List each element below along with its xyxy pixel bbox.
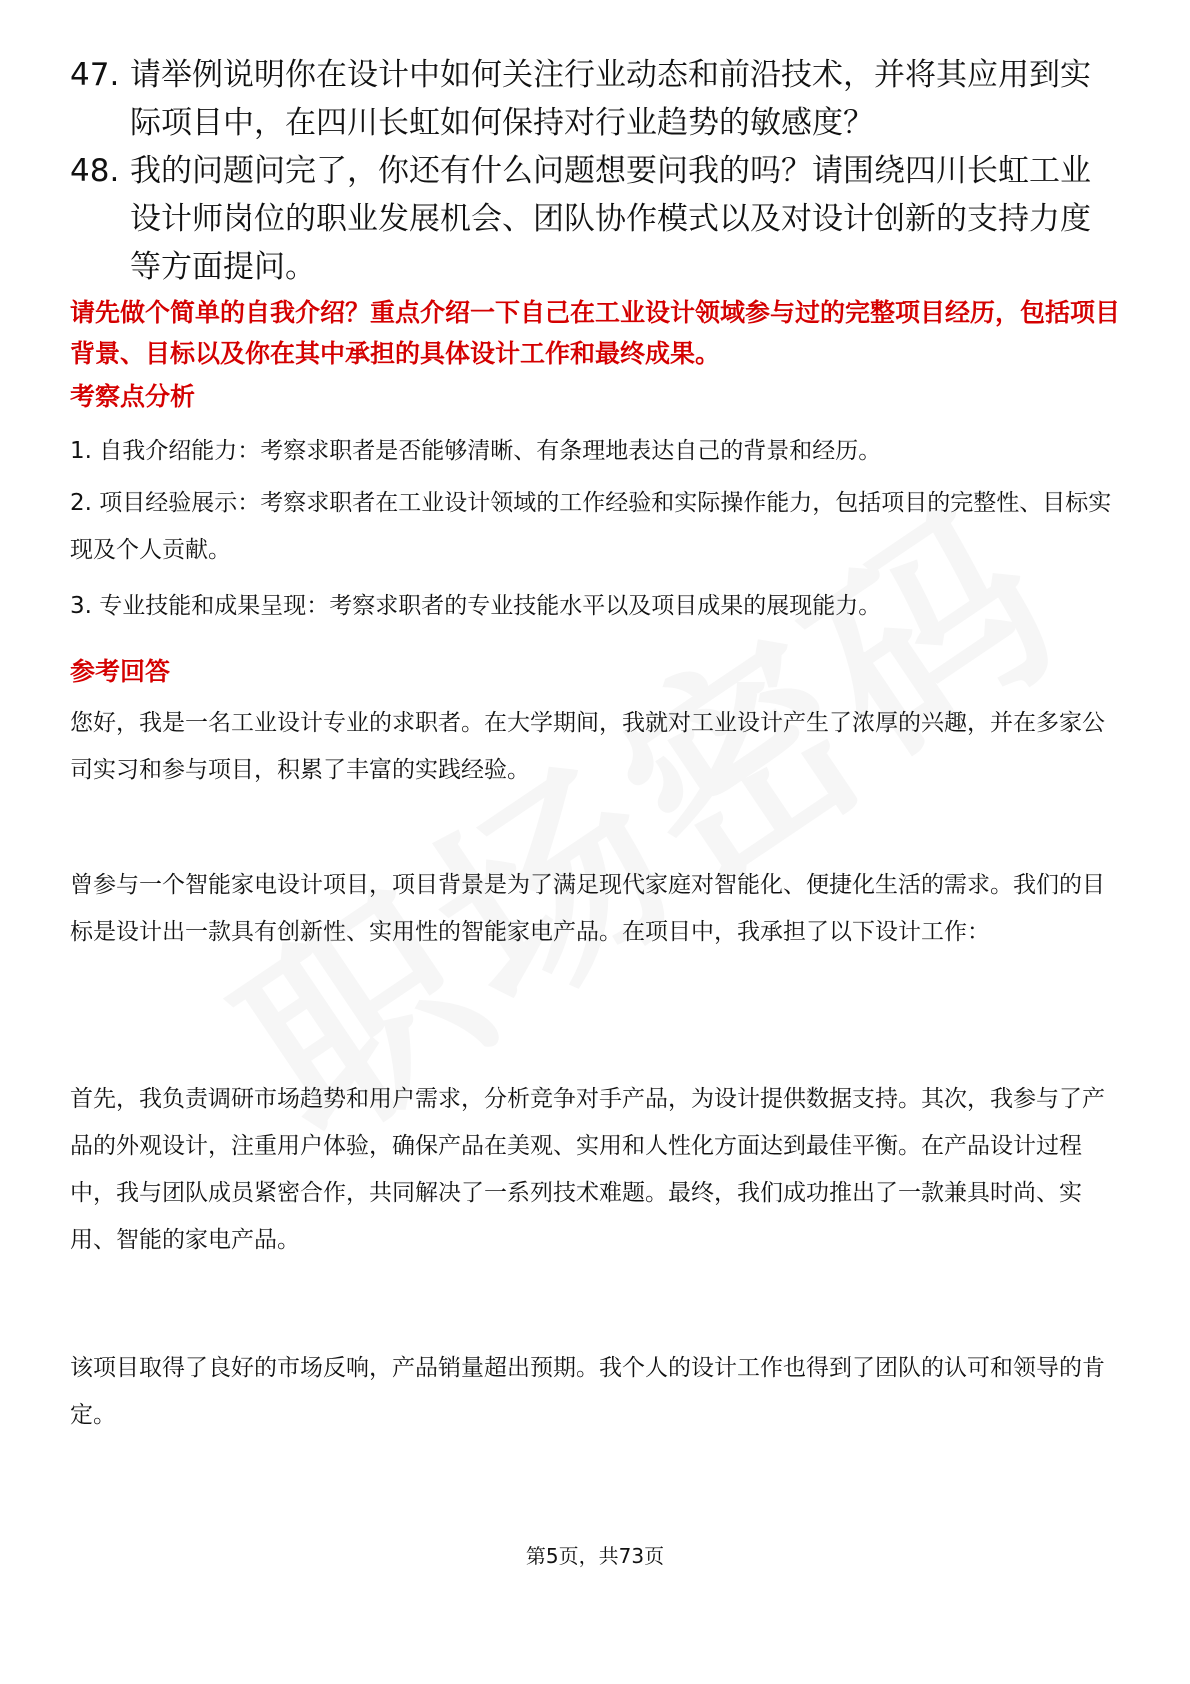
answer-heading: 参考回答 [70,657,171,686]
page-footer: 第5页，共73页 [525,1544,665,1568]
question-text: 请举例说明你在设计中如何关注行业动态和前沿技术，并将其应用到实际项目中，在四川长虹如何保持对行业趋势的敏感度？ [130,57,1091,141]
analysis-item: 2. 项目经验展示：考察求职者在工业设计领域的工作经验和实际操作能力，包括项目的完整性、目标实现及个人贡献。 [70,490,1112,563]
question-48 [70,147,1110,291]
answer-paragraph: 首先，我负责调研市场趋势和用户需求，分析竞争对手产品，为设计提供数据支持。其次，我参与了产品的外观设计，注重用户体验，确保产品在美观、实用和人性化方面达到最佳平衡。在产品设计过程中，我与团队成员紧密合作，共同解决了一系列技术难题。最终，我们成功推出了一款兼具时尚、实用、智能的家电产品。 [70,1086,1105,1253]
question-47 [70,51,1110,147]
highlight-question: 请先做个简单的自我介绍？重点介绍一下自己在工业设计领域参与过的完整项目经历，包括项目背景、目标以及你在其中承担的具体设计工作和最终成果。 [70,298,1121,368]
analysis-item: 1. 自我介绍能力：考察求职者是否能够清晰、有条理地表达自己的背景和经历。 [70,438,882,464]
answer-paragraph: 曾参与一个智能家电设计项目，项目背景是为了满足现代家庭对智能化、便捷化生活的需求。我们的目标是设计出一款具有创新性、实用性的智能家电产品。在项目中，我承担了以下设计工作： [70,872,1105,945]
answer-paragraph: 该项目取得了良好的市场反响，产品销量超出预期。我个人的设计工作也得到了团队的认可和领导的肯定。 [70,1355,1105,1428]
question-number: 47. [70,57,120,93]
analysis-item: 3. 专业技能和成果呈现：考察求职者的专业技能水平以及项目成果的展现能力。 [70,593,882,619]
question-text: 我的问题问完了，你还有什么问题想要问我的吗？请围绕四川长虹工业设计师岗位的职业发展机会、团队协作模式以及对设计创新的支持力度等方面提问。 [130,153,1091,285]
answer-paragraph: 您好，我是一名工业设计专业的求职者。在大学期间，我就对工业设计产生了浓厚的兴趣，并在多家公司实习和参与项目，积累了丰富的实践经验。 [70,710,1105,783]
analysis-heading: 考察点分析 [70,382,196,411]
question-number: 48. [70,153,120,189]
